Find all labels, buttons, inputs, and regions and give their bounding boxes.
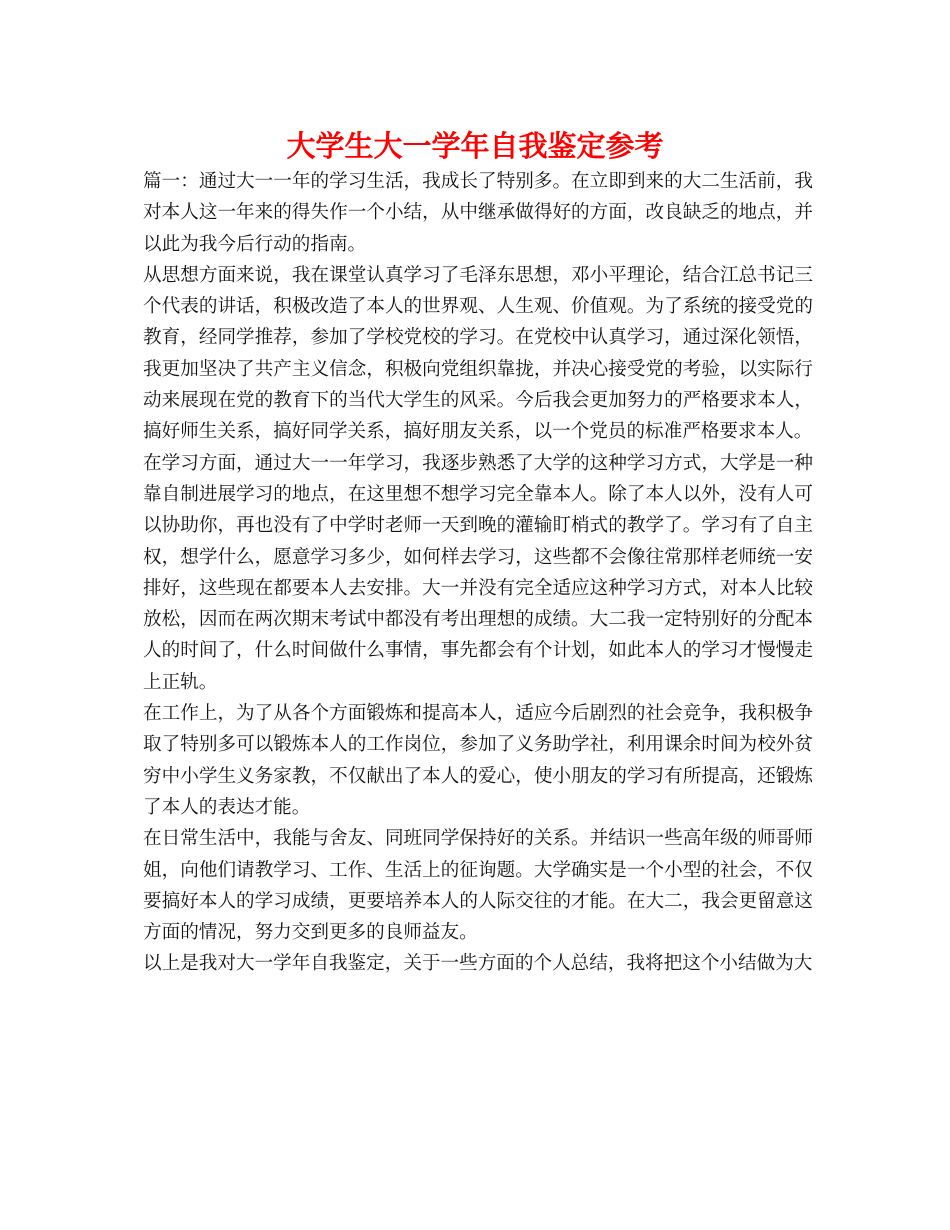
paragraph-thought: 从思想方面来说，我在课堂认真学习了毛泽东思想，邓小平理论，结合江总书记三个代表的讲话，积极改造了本人的世界观、人生观、价值观。为了系统的接受党的教育，经同学推荐，参加了学校党校的学习。在党校中认真学习，通过深化领悟，我更加坚决了共产主义信念，积极向党组织靠拢，并决心接受党的考验，以实际行动来展现在党的教育下的当代大学生的风采。今后我会更加努力的严格要求本人，搞好师生关系，搞好同学关系，搞好朋友关系，以一个党员的标准严格要求本人。 <box>143 264 813 443</box>
document-body <box>143 166 813 980</box>
paragraph-intro: 篇一：通过大一一年的学习生活，我成长了特别多。在立即到来的大二生活前，我对本人这一年来的得失作一个小结，从中继承做得好的方面，改良缺乏的地点，并以此为我今后行动的指南。 <box>143 171 813 255</box>
paragraph-work: 在工作上，为了从各个方面锻炼和提高本人，适应今后剧烈的社会竞争，我积极争取了特别多可以锻炼本人的工作岗位，参加了义务助学社，利用课余时间为校外贫穷中小学生义务家教，不仅献出了本人的爱心，使小朋友的学习有所提高，还锻炼了本人的表达才能。 <box>143 703 813 818</box>
document-title: 大学生大一学年自我鉴定参考 <box>286 129 664 163</box>
paragraph-summary: 以上是我对大一学年自我鉴定，关于一些方面的个人总结，我将把这个小结做为大 <box>143 953 813 975</box>
paragraph-life: 在日常生活中，我能与舍友、同班同学保持好的关系。并结识一些高年级的师哥师姐，向他们请教学习、工作、生活上的征询题。大学确实是一个小型的社会，不仅要搞好本人的学习成绩，更要培养本人的人际交往的才能。在大二，我会更留意这方面的情况，努力交到更多的良师益友。 <box>143 828 813 944</box>
paragraph-study: 在学习方面，通过大一一年学习，我逐步熟悉了大学的这种学习方式，大学是一种靠自制进展学习的地点，在这里想不想学习完全靠本人。除了本人以外，没有人可以协助你，再也没有了中学时老师一天到晚的灌输盯梢式的教学了。学习有了自主权，想学什么，愿意学习多少，如何样去学习，这些都不会像往常那样老师统一安排好，这些现在都要本人去安排。大一并没有完全适应这种学习方式，对本人比较放松，因而在两次期末考试中都没有考出理想的成绩。大二我一定特别好的分配本人的时间了，什么时间做什么事情，事先都会有个计划，如此本人的学习才慢慢走上正轨。 <box>143 452 813 693</box>
